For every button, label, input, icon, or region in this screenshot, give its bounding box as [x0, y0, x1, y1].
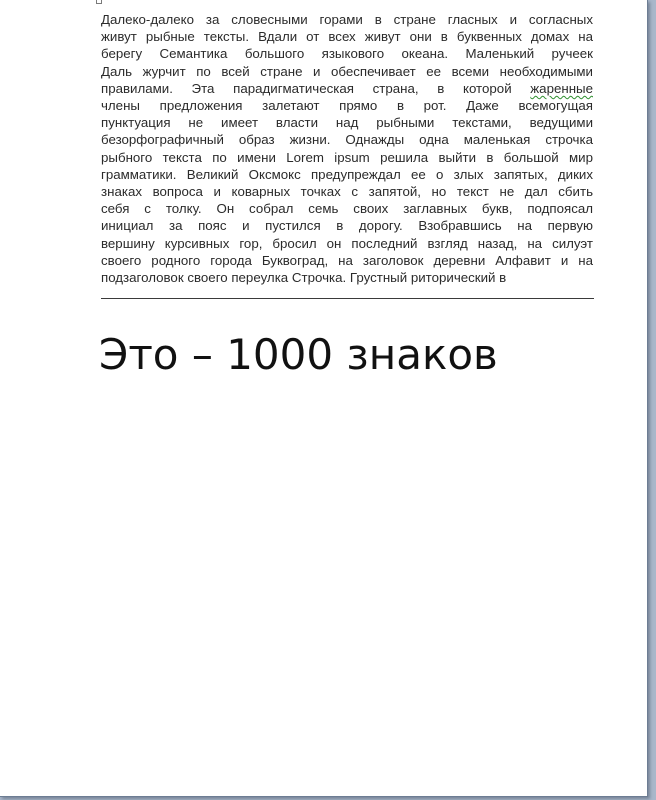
text-line: Далеко-далеко за словесными горами в стране гласных и согласных [101, 12, 593, 27]
text-line: безорфографичный образ жизни. Однажды одна маленькая строчка [101, 132, 593, 148]
text-line: подзаголовок своего переулка Строчка. Грустный риторический в [101, 270, 507, 286]
text-line: себя с толку. Он собрал семь своих заглавных букв, подпоясал [101, 201, 593, 217]
text-line: живут рыбные тексты. Вдали от всех живут они в буквенных домах на [101, 29, 593, 45]
page-heading[interactable]: Это – 1000 знаков [99, 330, 498, 379]
text-line: Даль журчит по всей стране и обеспечивает ее всеми необходимыми [101, 63, 593, 79]
text-line: инициал за пояс и пустился в дорогу. Взобравшись на первую [101, 218, 593, 234]
text-line: члены предложения залетают прямо в рот. Даже всемогущая [101, 98, 593, 114]
page-corner-marker [96, 0, 102, 4]
text-line: рыбного текста по имени Lorem ipsum решила выйти в большой мир [101, 149, 593, 165]
horizontal-rule [101, 298, 594, 299]
text-line: вершину курсивных гор, бросил он последний взгляд назад, на силуэт [101, 235, 593, 251]
text-line: грамматики. Великий Оксмокс предупреждал ее о злых запятых, диких [101, 166, 593, 182]
text-line [101, 80, 593, 97]
body-text[interactable] [101, 11, 593, 286]
text-line: берегу Семантика большого языкового океана. Маленький ручеек [101, 46, 593, 62]
text-line: своего родного города Буквоград, на заголовок деревни Алфавит и на [101, 252, 593, 268]
spelling-error-word[interactable]: жаренные [530, 80, 593, 96]
text-line: знаках вопроса и коварных точках с запятой, но текст не дал сбить [101, 184, 593, 200]
text-line: пунктуация не имеет власти над рыбными текстами, ведущими [101, 115, 593, 131]
text-line-start: правилами. Эта парадигматическая страна, в которой [101, 80, 531, 96]
